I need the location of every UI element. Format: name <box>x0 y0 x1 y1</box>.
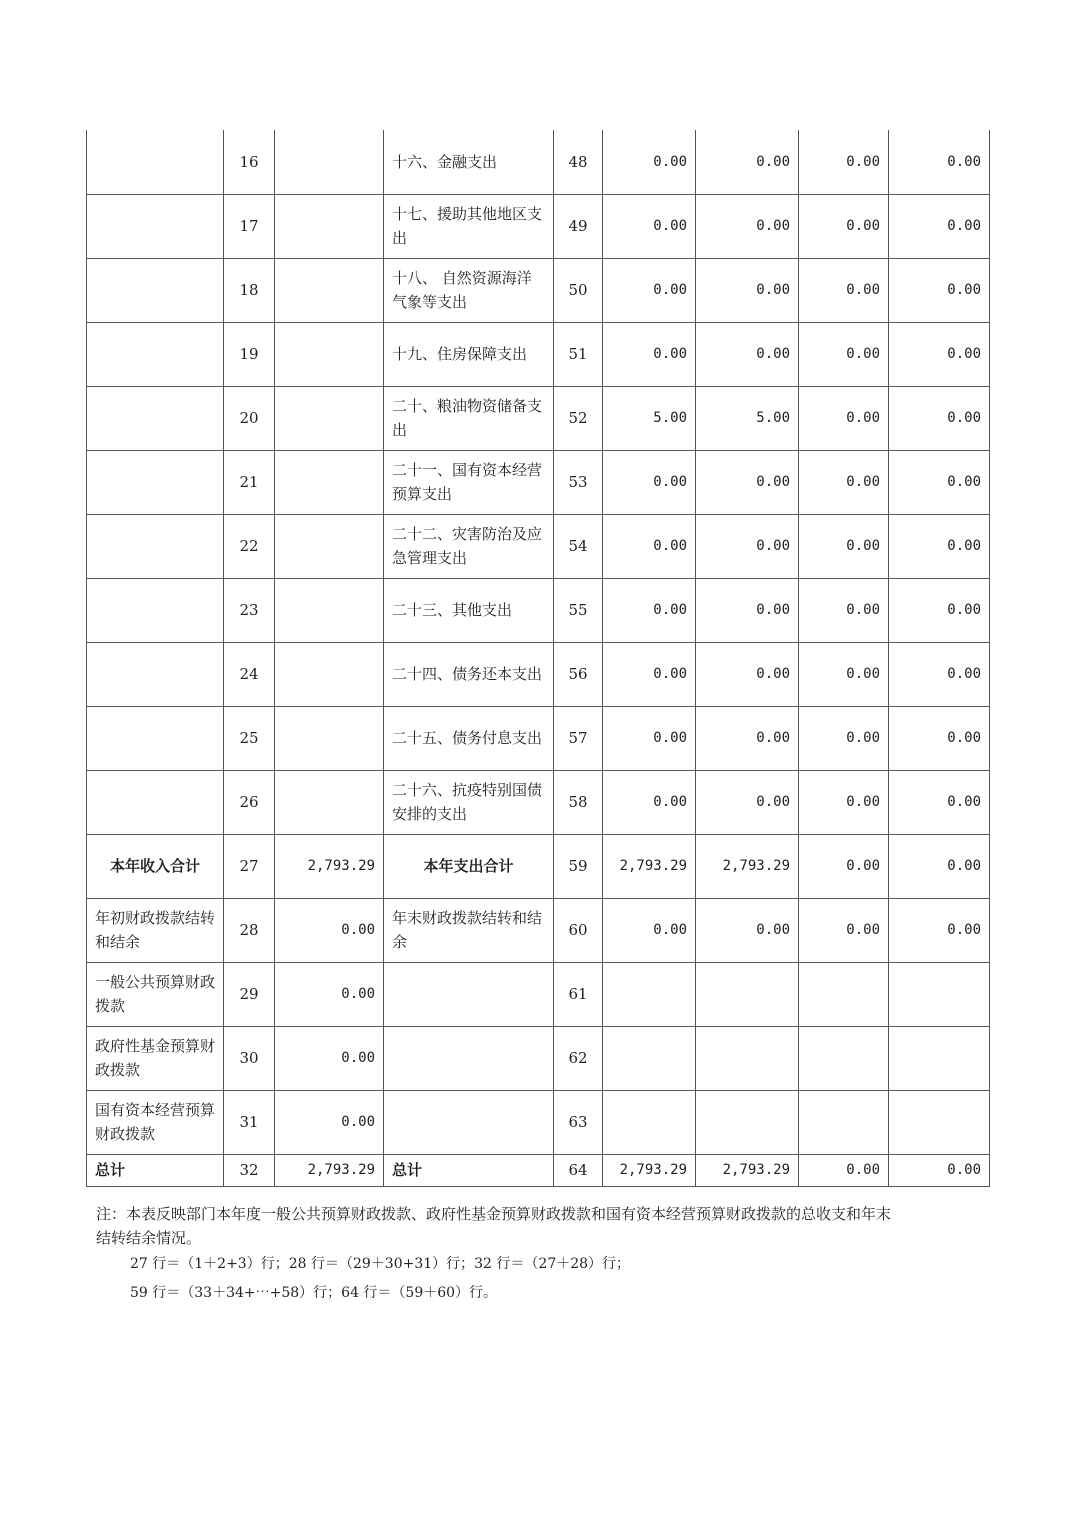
state-capital-cell: 0.00 <box>889 258 990 322</box>
note-formula-1: 27 行＝（1＋2+3）行；28 行＝（29＋30+31）行；32 行＝（27＋28）行； <box>130 1256 631 1272</box>
income-amount-cell <box>275 770 384 834</box>
expense-line-cell: 54 <box>554 514 603 578</box>
income-item-cell: 一般公共预算财政拨款 <box>87 962 224 1026</box>
expense-line-cell: 63 <box>554 1090 603 1154</box>
expense-line-cell: 64 <box>554 1154 603 1186</box>
income-line-cell: 30 <box>224 1026 275 1090</box>
income-item-cell: 政府性基金预算财政拨款 <box>87 1026 224 1090</box>
gov-fund-cell: 0.00 <box>799 514 889 578</box>
gov-fund-cell <box>799 1026 889 1090</box>
general-budget-cell: 0.00 <box>696 450 799 514</box>
total-cell <box>603 1026 696 1090</box>
income-amount-cell <box>275 450 384 514</box>
total-cell: 0.00 <box>603 898 696 962</box>
state-capital-cell: 0.00 <box>889 322 990 386</box>
note-formula-2: 59 行＝（33＋34+⋯+58）行；64 行＝（59＋60）行。 <box>130 1285 498 1301</box>
expense-item-cell <box>384 1026 554 1090</box>
state-capital-cell <box>889 1026 990 1090</box>
total-cell: 5.00 <box>603 386 696 450</box>
expense-line-cell: 50 <box>554 258 603 322</box>
general-budget-cell <box>696 1090 799 1154</box>
expense-item-cell: 十七、援助其他地区支出 <box>384 194 554 258</box>
income-item-cell <box>87 450 224 514</box>
table-row <box>87 834 990 898</box>
table-row <box>87 770 990 834</box>
expense-item-cell: 二十四、债务还本支出 <box>384 642 554 706</box>
gov-fund-cell: 0.00 <box>799 386 889 450</box>
expense-item-cell: 二十二、灾害防治及应急管理支出 <box>384 514 554 578</box>
table-row <box>87 514 990 578</box>
gov-fund-cell: 0.00 <box>799 194 889 258</box>
state-capital-cell: 0.00 <box>889 194 990 258</box>
state-capital-cell: 0.00 <box>889 898 990 962</box>
table-row <box>87 578 990 642</box>
expense-item-cell: 二十三、其他支出 <box>384 578 554 642</box>
income-item-cell <box>87 642 224 706</box>
gov-fund-cell: 0.00 <box>799 642 889 706</box>
budget-table <box>86 130 990 1187</box>
total-cell: 0.00 <box>603 322 696 386</box>
income-amount-cell <box>275 642 384 706</box>
total-cell: 0.00 <box>603 130 696 194</box>
expense-item-cell: 二十六、抗疫特别国债安排的支出 <box>384 770 554 834</box>
state-capital-cell: 0.00 <box>889 770 990 834</box>
total-cell: 0.00 <box>603 194 696 258</box>
income-item-cell <box>87 322 224 386</box>
expense-item-cell <box>384 1090 554 1154</box>
expense-item-cell <box>384 962 554 1026</box>
expense-line-cell: 59 <box>554 834 603 898</box>
income-amount-cell <box>275 514 384 578</box>
income-line-cell: 16 <box>224 130 275 194</box>
expense-line-cell: 58 <box>554 770 603 834</box>
expense-line-cell: 60 <box>554 898 603 962</box>
general-budget-cell <box>696 1026 799 1090</box>
gov-fund-cell: 0.00 <box>799 258 889 322</box>
income-line-cell: 23 <box>224 578 275 642</box>
state-capital-cell: 0.00 <box>889 834 990 898</box>
total-cell: 0.00 <box>603 578 696 642</box>
gov-fund-cell: 0.00 <box>799 450 889 514</box>
gov-fund-cell: 0.00 <box>799 706 889 770</box>
expense-item-cell: 十六、金融支出 <box>384 130 554 194</box>
expense-line-cell: 61 <box>554 962 603 1026</box>
general-budget-cell <box>696 962 799 1026</box>
total-cell <box>603 1090 696 1154</box>
income-amount-cell <box>275 194 384 258</box>
income-line-cell: 19 <box>224 322 275 386</box>
state-capital-cell: 0.00 <box>889 642 990 706</box>
table-row <box>87 962 990 1026</box>
income-item-cell <box>87 386 224 450</box>
income-line-cell: 29 <box>224 962 275 1026</box>
income-amount-cell <box>275 706 384 770</box>
general-budget-cell: 0.00 <box>696 322 799 386</box>
note-main: 注：本表反映部门本年度一般公共预算财政拨款、政府性基金预算财政拨款和国有资本经营预算财政拨款的总收支和年末结转结余情况。 <box>96 1205 892 1247</box>
total-cell: 0.00 <box>603 770 696 834</box>
total-cell: 0.00 <box>603 514 696 578</box>
income-line-cell: 31 <box>224 1090 275 1154</box>
gov-fund-cell: 0.00 <box>799 770 889 834</box>
state-capital-cell: 0.00 <box>889 514 990 578</box>
expense-line-cell: 51 <box>554 322 603 386</box>
state-capital-cell: 0.00 <box>889 386 990 450</box>
expense-line-cell: 57 <box>554 706 603 770</box>
expense-item-cell: 十八、 自然资源海洋气象等支出 <box>384 258 554 322</box>
income-item-cell <box>87 706 224 770</box>
income-line-cell: 32 <box>224 1154 275 1186</box>
state-capital-cell: 0.00 <box>889 706 990 770</box>
general-budget-cell: 0.00 <box>696 770 799 834</box>
table-row <box>87 258 990 322</box>
state-capital-cell <box>889 962 990 1026</box>
total-cell: 0.00 <box>603 450 696 514</box>
table-row <box>87 1026 990 1090</box>
income-item-cell <box>87 194 224 258</box>
income-item-cell: 本年收入合计 <box>87 834 224 898</box>
gov-fund-cell: 0.00 <box>799 322 889 386</box>
table-row <box>87 1090 990 1154</box>
table-notes <box>96 1202 896 1308</box>
table-row <box>87 322 990 386</box>
income-amount-cell: 2,793.29 <box>275 1154 384 1186</box>
total-cell: 0.00 <box>603 642 696 706</box>
expense-line-cell: 52 <box>554 386 603 450</box>
state-capital-cell: 0.00 <box>889 450 990 514</box>
income-line-cell: 20 <box>224 386 275 450</box>
general-budget-cell: 0.00 <box>696 130 799 194</box>
general-budget-cell: 0.00 <box>696 514 799 578</box>
income-item-cell <box>87 258 224 322</box>
income-amount-cell: 0.00 <box>275 962 384 1026</box>
income-item-cell: 总计 <box>87 1154 224 1186</box>
expense-line-cell: 48 <box>554 130 603 194</box>
income-line-cell: 21 <box>224 450 275 514</box>
general-budget-cell: 0.00 <box>696 258 799 322</box>
expense-item-cell: 总计 <box>384 1154 554 1186</box>
table-row <box>87 898 990 962</box>
total-cell <box>603 962 696 1026</box>
general-budget-cell: 2,793.29 <box>696 834 799 898</box>
income-amount-cell <box>275 130 384 194</box>
income-amount-cell: 0.00 <box>275 898 384 962</box>
expense-item-cell: 二十一、国有资本经营预算支出 <box>384 450 554 514</box>
table-row <box>87 706 990 770</box>
general-budget-cell: 0.00 <box>696 578 799 642</box>
expense-item-cell: 二十、粮油物资储备支出 <box>384 386 554 450</box>
gov-fund-cell <box>799 1090 889 1154</box>
income-line-cell: 18 <box>224 258 275 322</box>
gov-fund-cell: 0.00 <box>799 834 889 898</box>
income-amount-cell <box>275 386 384 450</box>
state-capital-cell: 0.00 <box>889 1154 990 1186</box>
income-line-cell: 22 <box>224 514 275 578</box>
income-line-cell: 24 <box>224 642 275 706</box>
income-item-cell <box>87 514 224 578</box>
income-line-cell: 17 <box>224 194 275 258</box>
income-item-cell <box>87 578 224 642</box>
income-item-cell: 国有资本经营预算财政拨款 <box>87 1090 224 1154</box>
gov-fund-cell: 0.00 <box>799 130 889 194</box>
gov-fund-cell: 0.00 <box>799 578 889 642</box>
general-budget-cell: 0.00 <box>696 194 799 258</box>
income-line-cell: 27 <box>224 834 275 898</box>
income-amount-cell: 0.00 <box>275 1026 384 1090</box>
general-budget-cell: 0.00 <box>696 642 799 706</box>
income-item-cell: 年初财政拨款结转和结余 <box>87 898 224 962</box>
income-line-cell: 26 <box>224 770 275 834</box>
general-budget-cell: 0.00 <box>696 898 799 962</box>
total-cell: 0.00 <box>603 258 696 322</box>
gov-fund-cell <box>799 962 889 1026</box>
state-capital-cell: 0.00 <box>889 578 990 642</box>
income-item-cell <box>87 770 224 834</box>
expense-line-cell: 49 <box>554 194 603 258</box>
total-cell: 2,793.29 <box>603 834 696 898</box>
table-row <box>87 1154 990 1186</box>
expense-line-cell: 56 <box>554 642 603 706</box>
table-row <box>87 130 990 194</box>
income-amount-cell: 0.00 <box>275 1090 384 1154</box>
income-amount-cell <box>275 258 384 322</box>
total-cell: 0.00 <box>603 706 696 770</box>
table-row <box>87 194 990 258</box>
income-amount-cell: 2,793.29 <box>275 834 384 898</box>
state-capital-cell <box>889 1090 990 1154</box>
general-budget-cell: 2,793.29 <box>696 1154 799 1186</box>
expense-item-cell: 本年支出合计 <box>384 834 554 898</box>
expense-item-cell: 十九、住房保障支出 <box>384 322 554 386</box>
gov-fund-cell: 0.00 <box>799 1154 889 1186</box>
gov-fund-cell: 0.00 <box>799 898 889 962</box>
table-row <box>87 386 990 450</box>
income-item-cell <box>87 130 224 194</box>
income-amount-cell <box>275 322 384 386</box>
income-amount-cell <box>275 578 384 642</box>
table-row <box>87 450 990 514</box>
expense-line-cell: 62 <box>554 1026 603 1090</box>
income-line-cell: 28 <box>224 898 275 962</box>
table-row <box>87 642 990 706</box>
expense-item-cell: 年末财政拨款结转和结余 <box>384 898 554 962</box>
state-capital-cell: 0.00 <box>889 130 990 194</box>
general-budget-cell: 5.00 <box>696 386 799 450</box>
income-line-cell: 25 <box>224 706 275 770</box>
expense-line-cell: 53 <box>554 450 603 514</box>
expense-line-cell: 55 <box>554 578 603 642</box>
total-cell: 2,793.29 <box>603 1154 696 1186</box>
expense-item-cell: 二十五、债务付息支出 <box>384 706 554 770</box>
general-budget-cell: 0.00 <box>696 706 799 770</box>
